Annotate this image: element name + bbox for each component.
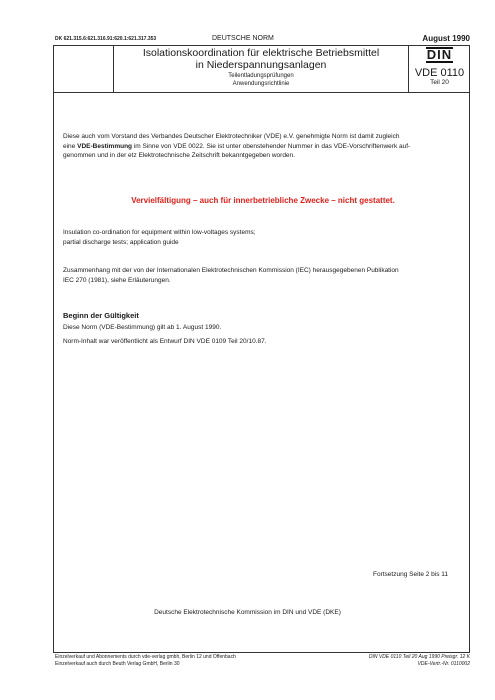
title-line-1: Isolationskoordination für elektrische Betriebsmittel bbox=[142, 47, 380, 59]
price-line-1: DIN VDE 0110 Teil 20 Aug 1990 Preisgr. 12 K bbox=[368, 654, 470, 660]
document-title bbox=[114, 47, 408, 71]
subtitle-line-2: Anwendungsrichtlinie bbox=[232, 80, 290, 87]
sales-info bbox=[55, 654, 305, 668]
english-title bbox=[63, 228, 463, 247]
iec-line-1: Zusammenhang mit der von der Internationalen Elektrotechnischen Kommission (IEC) herausgegebenen Publikation bbox=[63, 267, 399, 274]
approval-line-2 bbox=[63, 142, 463, 152]
vde-bestimmung-term: VDE-Bestimmung bbox=[77, 142, 133, 150]
sales-line-2: Einzelverkauf auch durch Beuth Verlag GmbH, Berlin 30 bbox=[55, 661, 180, 667]
title-line-2: in Niederspannungsanlagen bbox=[195, 59, 327, 71]
approval-text-a: eine bbox=[63, 142, 78, 150]
approval-paragraph bbox=[63, 132, 463, 161]
publication-date: August 1990 bbox=[422, 34, 470, 43]
commission-name: Deutsche Elektrotechnische Kommission im DIN und VDE (DKE) bbox=[154, 609, 341, 616]
din-block bbox=[408, 45, 470, 92]
subtitle-line-1: Teilentladungsprüfungen bbox=[228, 73, 294, 79]
title-block bbox=[114, 45, 408, 92]
previous-draft: Norm-Inhalt war veröffentlicht als Entwurf DIN VDE 0109 Teil 20/10.87. bbox=[63, 338, 267, 345]
footer-divider bbox=[53, 652, 470, 653]
approval-line-1: Diese auch vom Vorstand des Verbandes Deutscher Elektrotechniker (VDE) e.V. genehmigte Norm ist damit zugleich bbox=[63, 133, 400, 140]
english-title-line-2: partial discharge tests; application guide bbox=[63, 238, 179, 246]
validity-date: Diese Norm (VDE-Bestimmung) gilt ab 1. August 1990. bbox=[63, 324, 222, 331]
standard-number: VDE 0110 bbox=[414, 67, 465, 79]
iec-line-2: IEC 270 (1981), siehe Erläuterungen. bbox=[63, 276, 171, 284]
continuation-note: Fortsetzung Seite 2 bis 11 bbox=[373, 571, 449, 578]
title-header bbox=[53, 45, 470, 93]
price-info bbox=[300, 654, 470, 668]
english-title-line-1: Insulation co-ordination for equipment within low-voltages systems; bbox=[63, 229, 256, 236]
validity-heading: Beginn der Gültigkeit bbox=[63, 311, 139, 320]
dk-number: DK 621.315.6:621.316.91:620.1:621.317.353 bbox=[55, 36, 157, 42]
left-header-cell bbox=[53, 45, 114, 92]
approval-text-b: im Sinne von VDE 0022. Sie ist unter obenstehender Nummer in das VDE-Vorschriftenwerk auf- bbox=[132, 142, 411, 150]
standard-part: Teil 20 bbox=[430, 79, 449, 86]
sales-line-1: Einzelverkauf und Abonnements durch vde-verlag gmbh, Berlin 12 und Offenbach bbox=[55, 654, 236, 660]
top-meta bbox=[55, 33, 470, 45]
approval-line-3: genommen und in der etz Elektrotechnische Zeitschrift bekanntgegeben worden. bbox=[63, 152, 295, 159]
din-logo: DIN bbox=[426, 47, 453, 62]
iec-relationship bbox=[63, 266, 463, 285]
document-subtitle bbox=[114, 73, 408, 88]
norm-kind: DEUTSCHE NORM bbox=[212, 35, 274, 42]
contract-number: VDE-Vertr.-Nr. 0110002 bbox=[417, 661, 470, 667]
copy-warning: Vervielfältigung – auch für innerbetriebliche Zwecke – nicht gestattet. bbox=[131, 196, 395, 205]
